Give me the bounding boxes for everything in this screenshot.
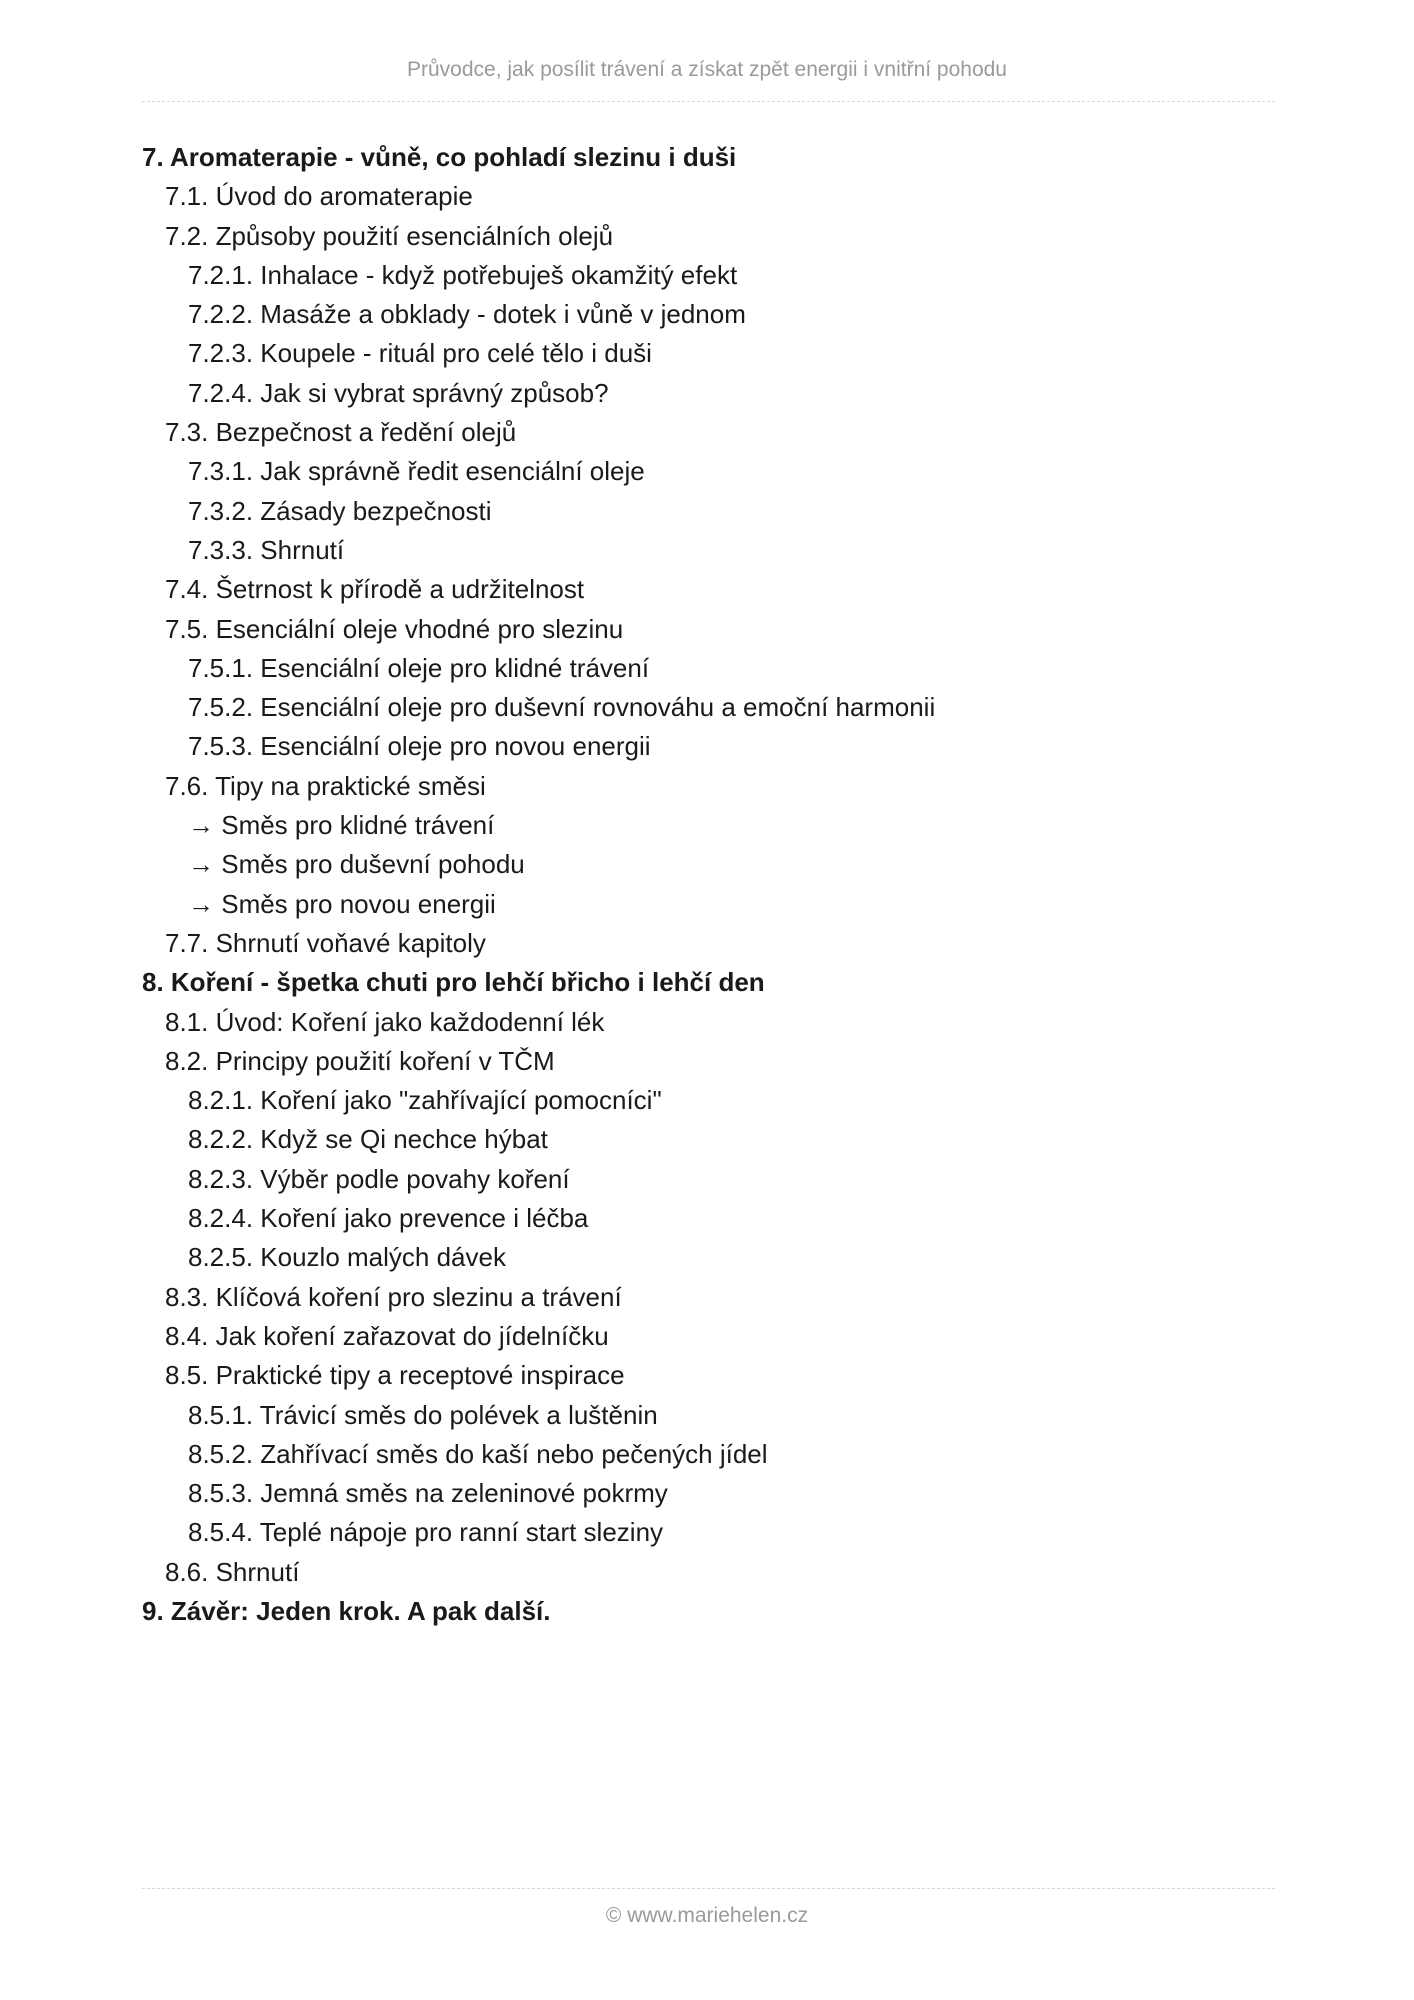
- toc-chapter: 9. Závěr: Jeden krok. A pak další.: [142, 1595, 551, 1626]
- table-of-contents: [142, 138, 1275, 1631]
- page-header: Průvodce, jak posílit trávení a získat zpět energii i vnitřní pohodu: [407, 58, 1007, 81]
- toc-section: 8.1. Úvod: Koření jako každodenní lék: [165, 1006, 605, 1037]
- toc-section: 7.3. Bezpečnost a ředění olejů: [165, 417, 517, 448]
- toc-subsection: 8.2.4. Koření jako prevence i léčba: [188, 1203, 589, 1234]
- page-footer: © www.mariehelen.cz: [605, 1904, 809, 1927]
- toc-subsection: 8.2.3. Výběr podle povahy koření: [188, 1163, 570, 1194]
- toc-section: 7.6. Tipy na praktické směsi: [165, 770, 486, 801]
- toc-section: 8.6. Shrnutí: [165, 1556, 300, 1587]
- toc-subsection: → Směs pro novou energii: [188, 888, 496, 919]
- toc-subsection: 8.5.3. Jemná směs na zeleninové pokrmy: [188, 1478, 668, 1509]
- toc-subsection: → Směs pro duševní pohodu: [188, 849, 525, 880]
- header-divider: [142, 101, 1275, 102]
- toc-subsection: 7.3.3. Shrnutí: [188, 534, 345, 565]
- toc-section: 7.2. Způsoby použití esenciálních olejů: [165, 220, 614, 251]
- toc-section: 7.1. Úvod do aromaterapie: [165, 181, 473, 212]
- toc-subsection: 7.2.3. Koupele - rituál pro celé tělo i duši: [188, 338, 652, 369]
- toc-subsection: 7.3.2. Zásady bezpečnosti: [188, 495, 492, 526]
- toc-section: 8.4. Jak koření zařazovat do jídelníčku: [165, 1320, 609, 1351]
- toc-subsection: 7.3.1. Jak správně ředit esenciální oleje: [188, 456, 645, 487]
- toc-subsection: 8.5.2. Zahřívací směs do kaší nebo pečených jídel: [188, 1438, 768, 1469]
- toc-subsection: 7.5.1. Esenciální oleje pro klidné trávení: [188, 652, 650, 683]
- toc-section: 8.3. Klíčová koření pro slezinu a trávení: [165, 1281, 622, 1312]
- toc-chapter: 7. Aromaterapie - vůně, co pohladí slezinu i duši: [142, 142, 737, 172]
- toc-subsection: 7.5.2. Esenciální oleje pro duševní rovnováhu a emoční harmonii: [188, 692, 936, 723]
- toc-chapter: 8. Koření - špetka chuti pro lehčí břicho i lehčí den: [142, 967, 765, 998]
- toc-subsection: 7.2.1. Inhalace - když potřebuješ okamžitý efekt: [188, 259, 738, 290]
- toc-subsection: 8.2.5. Kouzlo malých dávek: [188, 1242, 506, 1273]
- toc-subsection: 8.5.4. Teplé nápoje pro ranní start sleziny: [188, 1517, 664, 1548]
- toc-section: 8.5. Praktické tipy a receptové inspirace: [165, 1360, 625, 1391]
- toc-subsection: → Směs pro klidné trávení: [188, 810, 495, 841]
- toc-section: 7.5. Esenciální oleje vhodné pro slezinu: [165, 613, 624, 644]
- toc-subsection: 7.2.2. Masáže a obklady - dotek i vůně v jednom: [188, 299, 746, 330]
- toc-subsection: 8.2.1. Koření jako "zahřívající pomocníci": [188, 1085, 662, 1116]
- toc-subsection: 8.5.1. Trávicí směs do polévek a luštěnin: [188, 1399, 658, 1430]
- toc-section: 7.4. Šetrnost k přírodě a udržitelnost: [165, 574, 585, 605]
- toc-subsection: 7.5.3. Esenciální oleje pro novou energii: [188, 731, 651, 762]
- toc-section: 7.7. Shrnutí voňavé kapitoly: [165, 927, 486, 958]
- toc-subsection: 7.2.4. Jak si vybrat správný způsob?: [188, 377, 609, 408]
- footer-divider: [142, 1888, 1275, 1889]
- toc-section: 8.2. Principy použití koření v TČM: [165, 1045, 555, 1076]
- toc-subsection: 8.2.2. Když se Qi nechce hýbat: [188, 1124, 548, 1155]
